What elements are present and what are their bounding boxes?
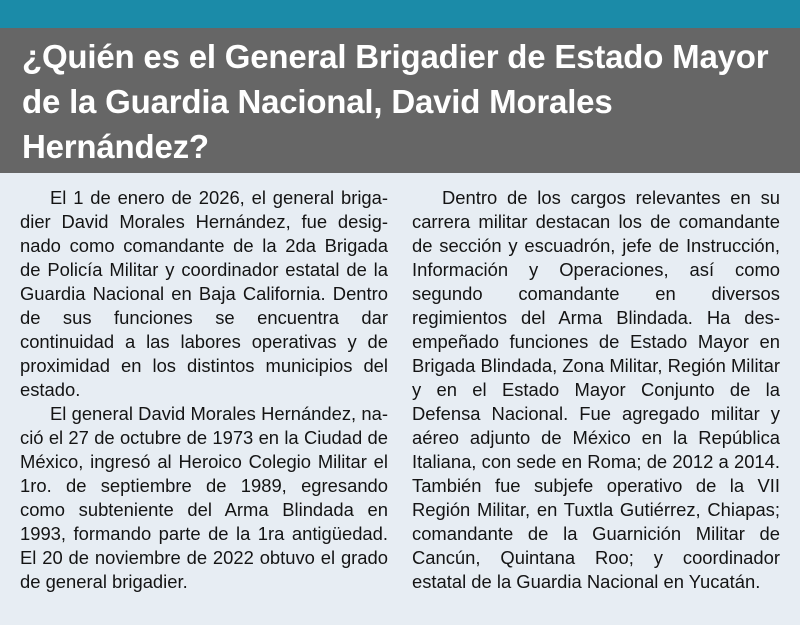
left-column bbox=[20, 186, 388, 625]
paragraph-3: Dentro de los cargos relevantes en su carrera militar destacan los de comandante de sección y escuadrón, jefe de Instrucción, Información y Operaciones, así como segundo comandante en diversos regimientos del Arma Blindada. Ha desempeñado funciones de Estado Mayor en Brigada Blindada, Zona Militar, Región Militar y en el Estado Mayor Conjunto de la Defensa Nacional. Fue agregado militar y aéreo adjunto de México en la República Italiana, con sede en Roma; de 2012 a 2014. También fue subjefe operativo de la VII Región Militar, en Tuxtla Gutiérrez, Chiapas; comandante de la Guarnición Militar de Cancún, Quintana Roo; y coordinador estatal de la Guardia Nacional en Yucatán. bbox=[412, 187, 780, 592]
paragraph-1: El 1 de enero de 2026, el general brigadier David Morales Hernández, fue designado como comandante de la 2da Brigada de Policía Militar y coordinador estatal de la Guardia Nacional en Baja California. Dentro de sus funciones se encuentra dar continuidad a las labores operativas y de proximidad en los distintos municipios del estado. bbox=[20, 187, 388, 400]
right-column bbox=[412, 186, 780, 625]
top-accent-bar bbox=[0, 0, 800, 28]
article-title: ¿Quién es el General Brigadier de Estado Mayor de la Guardia Nacional, David Morales Hernández? bbox=[22, 38, 769, 165]
article-body bbox=[0, 173, 800, 625]
title-band bbox=[0, 28, 800, 173]
paragraph-2: El general David Morales Hernández, nació el 27 de octubre de 1973 en la Ciudad de México, ingresó al Heroico Colegio Militar el 1ro. de septiembre de 1989, egresando como subteniente del Arma Blindada en 1993, formando parte de la 1ra antigüedad. El 20 de noviembre de 2022 obtuvo el grado de general brigadier. bbox=[20, 403, 388, 592]
